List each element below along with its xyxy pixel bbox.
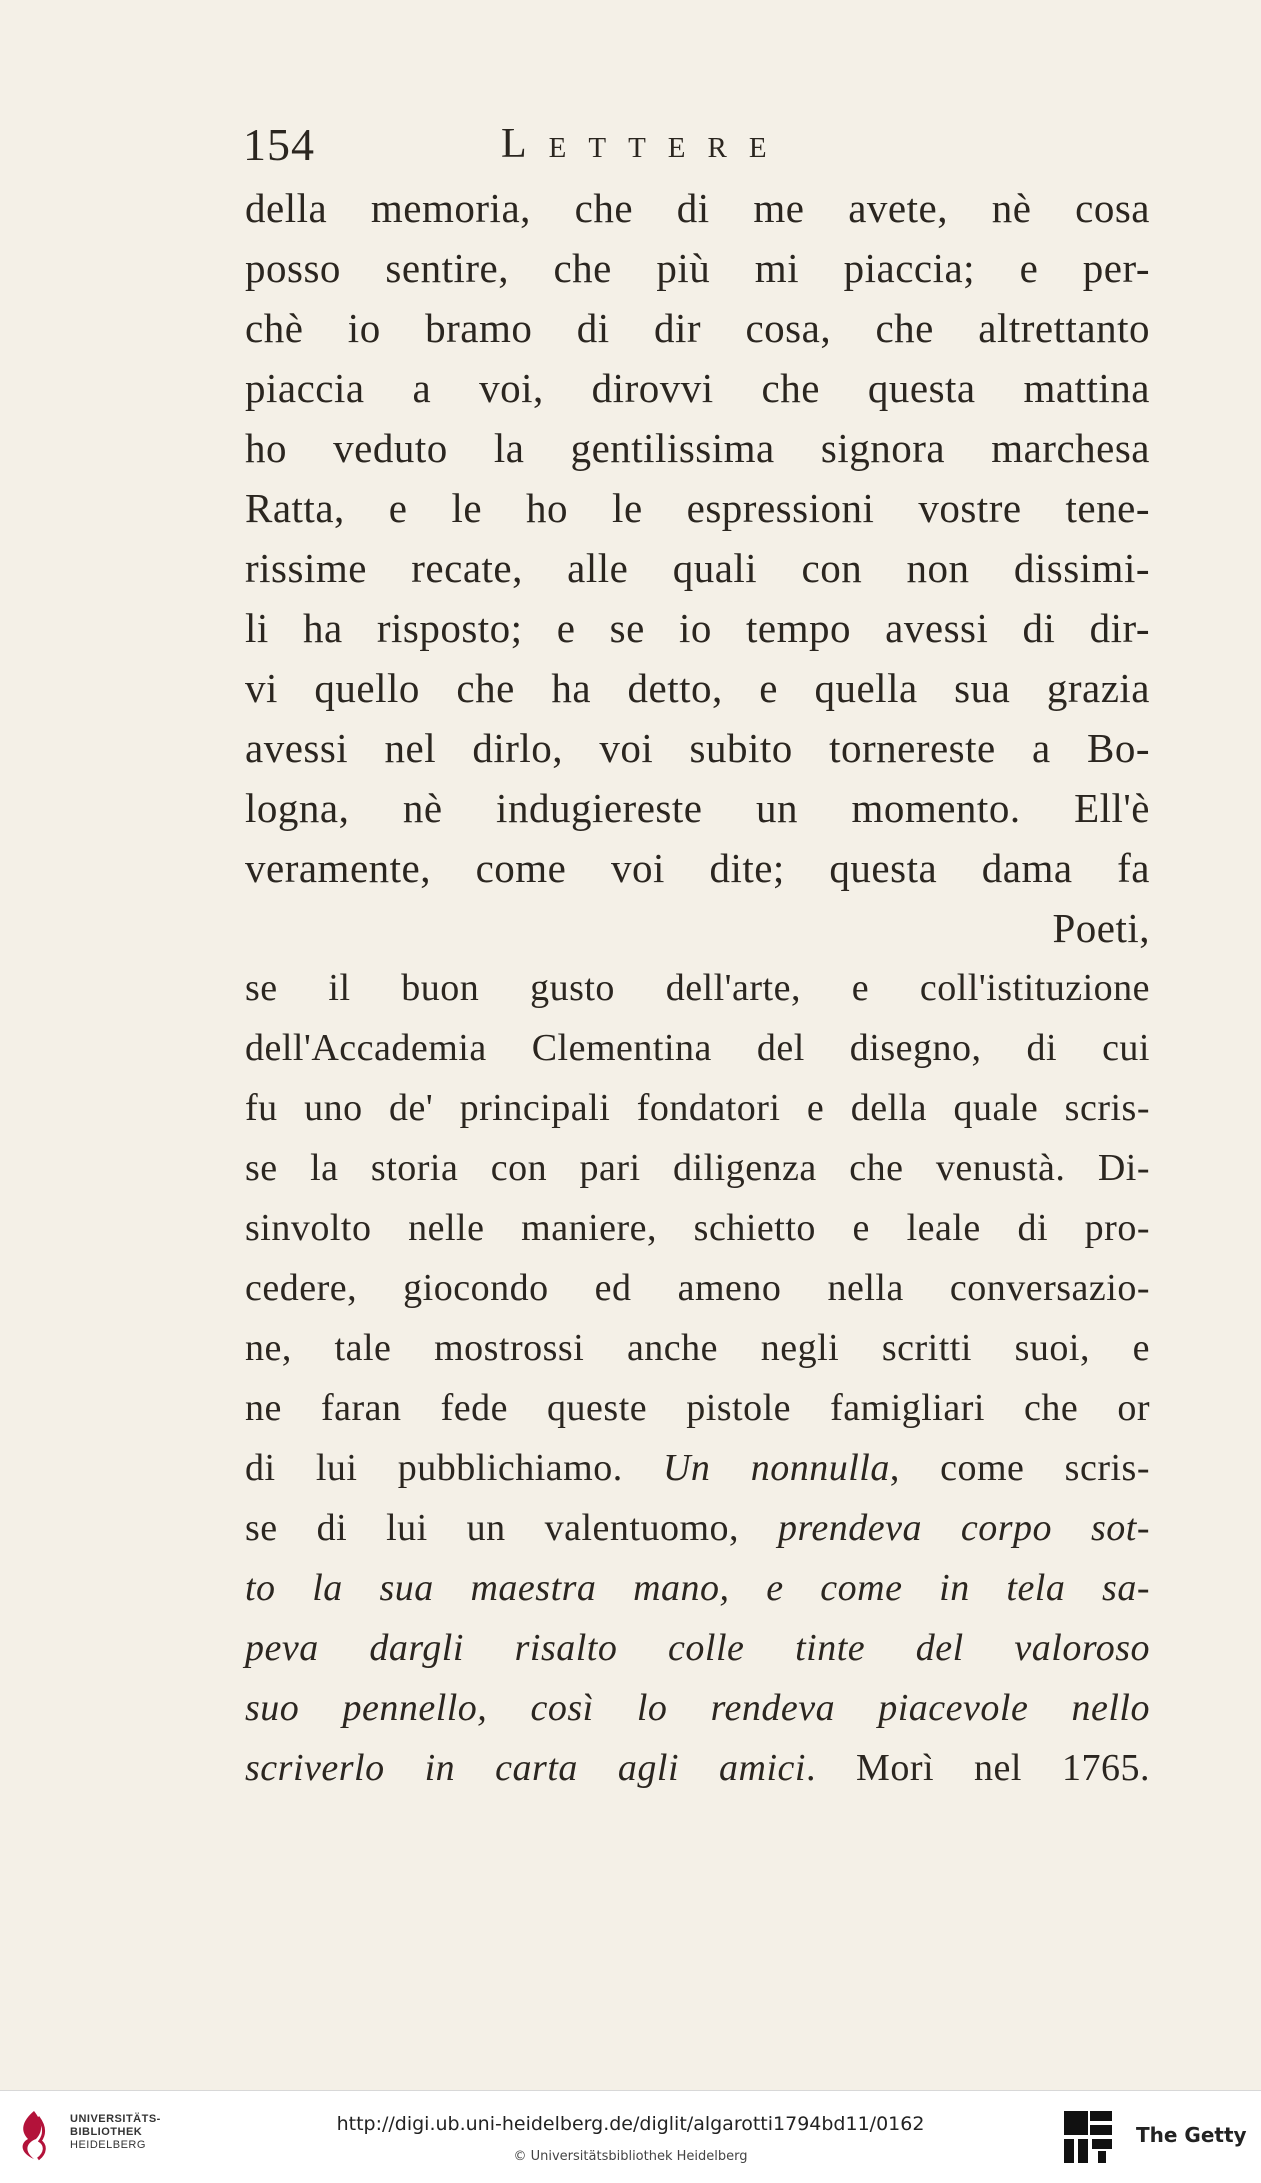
permalink-url[interactable]: http://digi.ub.uni-heidelberg.de/diglit/algarotti1794bd11/0162 <box>336 2113 925 2135</box>
footnote-line: cedere, giocondo ed ameno nella conversazio- <box>245 1267 1150 1309</box>
main-text <box>245 178 1150 1800</box>
text-line: logna, nè indugiereste un momento. Ell'è <box>245 785 1150 831</box>
text-line: veramente, come voi dite; questa dama fa <box>245 845 1150 891</box>
footnote-line: fu uno de' principali fondatori e della quale scris- <box>245 1087 1150 1129</box>
footnote-line: peva dargli risalto colle tinte del valoroso <box>245 1627 1150 1669</box>
footnote-line: se la storia con pari diligenza che venustà. Di- <box>245 1147 1150 1189</box>
running-title: Lettere <box>501 121 789 167</box>
footnote-line: to la sua maestra mano, e come in tela sa- <box>245 1567 1150 1609</box>
copyright-notice: © Universitätsbibliothek Heidelberg <box>513 2149 748 2164</box>
footnote-text: di lui pubblichiamo. <box>245 1447 623 1489</box>
getty-logo-icon <box>1060 2107 1116 2167</box>
sponsor-name: The Getty <box>1136 2123 1247 2147</box>
viewer-footer <box>0 2090 1261 2183</box>
text-line: li ha risposto; e se io tempo avessi di dir- <box>245 605 1150 651</box>
text-line: vi quello che ha detto, e quella sua grazia <box>245 665 1150 711</box>
text-line: ho veduto la gentilissima signora marchesa <box>245 425 1150 471</box>
footnote-text: se di lui un valentuomo, <box>245 1507 740 1549</box>
text-line: chè io bramo di dir cosa, che altrettanto <box>245 305 1150 351</box>
footnote-line <box>245 1440 1150 1500</box>
footnote-text: , come scris- <box>889 1447 1150 1489</box>
footnote-line <box>245 1740 1150 1800</box>
page-number: 154 <box>243 119 315 170</box>
footnote-line: ne, tale mostrossi anche negli scritti suoi, e <box>245 1327 1150 1369</box>
footnote-italic: Un nonnulla <box>662 1447 890 1489</box>
text-line: della memoria, che di me avete, nè cosa <box>245 185 1150 231</box>
text-line: rissime recate, alle quali con non dissimi- <box>245 545 1150 591</box>
footnote-italic: scriverlo in carta agli amici <box>245 1747 806 1789</box>
footnote <box>245 960 1150 1800</box>
institution-line: HEIDELBERG <box>70 2139 146 2151</box>
footnote-line: suo pennello, così lo rendeva piacevole nello <box>245 1687 1150 1729</box>
footnote-italic: prendeva corpo sot- <box>777 1507 1151 1549</box>
footnote-text: . Morì nel 1765. <box>806 1747 1150 1789</box>
footnote-line: sinvolto nelle maniere, schietto e leale di pro- <box>245 1207 1150 1249</box>
page-header <box>243 118 1193 178</box>
text-line: posso sentire, che più mi piaccia; e per- <box>245 245 1150 291</box>
catchword: Poeti, <box>1052 905 1150 951</box>
footnote-line: dell'Accademia Clementina del disegno, di cui <box>245 1027 1150 1069</box>
institution-line: UNIVERSITÄTS- <box>70 2113 161 2125</box>
institution-line: BIBLIOTHEK <box>70 2126 143 2138</box>
footnote-line: ne faran fede queste pistole famigliari che or <box>245 1387 1150 1429</box>
footnote-line: se il buon gusto dell'arte, e coll'istituzione <box>245 967 1150 1009</box>
text-line: Ratta, e le ho le espressioni vostre tene- <box>245 485 1150 531</box>
footnote-line <box>245 1500 1150 1560</box>
text-line: piaccia a voi, dirovvi che questa mattina <box>245 365 1150 411</box>
text-line: avessi nel dirlo, voi subito tornereste a Bo- <box>245 725 1150 771</box>
